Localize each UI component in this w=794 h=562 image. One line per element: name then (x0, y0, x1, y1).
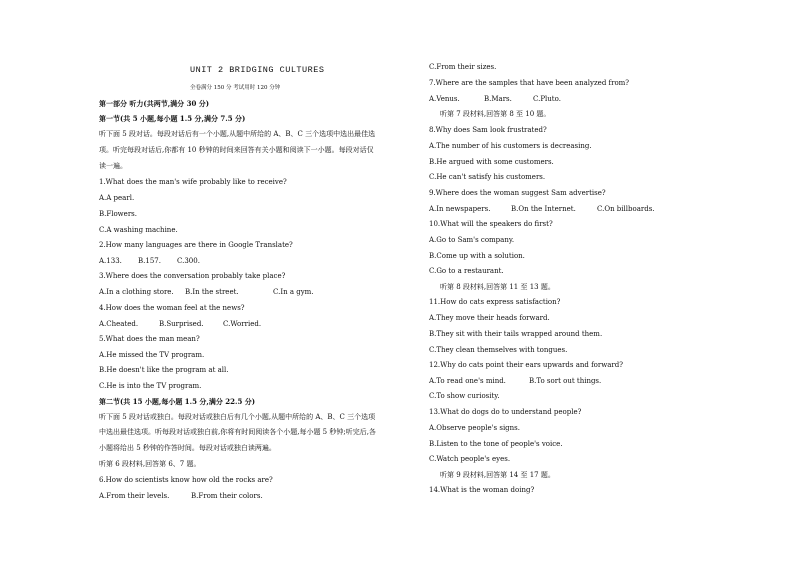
question-8: 8.Why does Sam look frustrated? (429, 126, 547, 134)
question-9-option-c: C.On billboards. (597, 205, 655, 213)
section2-heading: 第二节(共 15 小题,每小题 1.5 分,满分 22.5 分) (99, 397, 256, 406)
question-6: 6.How do scientists know how old the rocks are? (99, 476, 273, 484)
question-13-option-a: A.Observe people's signs. (429, 424, 520, 432)
question-2-option-b: B.157. (138, 257, 161, 265)
question-3: 3.Where does the conversation probably take place? (99, 272, 286, 280)
question-1-option-c: C.A washing machine. (99, 226, 178, 234)
question-11-option-c: C.They clean themselves with tongues. (429, 346, 568, 354)
section1-heading: 第一节(共 5 小题,每小题 1.5 分,满分 7.5 分) (99, 114, 246, 123)
question-5-option-a: A.He missed the TV program. (99, 351, 205, 359)
section2-instructions-line3: 小题将给出 5 秒钟的作答时间。每段对话或独白读两遍。 (99, 444, 276, 452)
question-12-option-a: A.To read one's mind. (429, 377, 506, 385)
question-7: 7.Where are the samples that have been analyzed from? (429, 79, 630, 87)
page-title: UNIT 2 BRIDGING CULTURES (190, 65, 325, 75)
question-7-option-c: C.Pluto. (533, 95, 561, 103)
question-1-option-a: A.A pearl. (99, 194, 135, 202)
question-7-option-b: B.Mars. (484, 95, 512, 103)
question-9-option-a: A.In newspapers. (429, 205, 491, 213)
question-8-option-b: B.He argued with some customers. (429, 158, 554, 166)
question-10-option-a: A.Go to Sam's company. (429, 236, 515, 244)
section1-instructions-line1: 听下面 5 段对话。每段对话后有一个小题,从题中所给的 A、B、C 三个选项中选出最佳选 (99, 130, 376, 138)
question-3-option-b: B.In the street. (185, 288, 239, 296)
material-6-heading: 听第 6 段材料,回答第 6、7 题。 (99, 460, 201, 468)
question-14: 14.What is the woman doing? (429, 486, 535, 494)
question-8-option-a: A.The number of his customers is decreasing. (429, 142, 592, 150)
question-13: 13.What do dogs do to understand people? (429, 408, 582, 416)
question-12-option-c: C.To show curiosity. (429, 392, 500, 400)
question-5: 5.What does the man mean? (99, 335, 200, 343)
question-11: 11.How do cats express satisfaction? (429, 298, 561, 306)
question-2-option-c: C.300. (177, 257, 200, 265)
question-10: 10.What will the speakers do first? (429, 220, 553, 228)
section2-instructions-line1: 听下面 5 段对话或独白。每段对话或独白后有几个小题,从题中所给的 A、B、C 三个选项 (99, 413, 376, 421)
question-4-option-a: A.Cheated. (99, 320, 139, 328)
question-7-option-a: A.Venus. (429, 95, 460, 103)
question-8-option-c: C.He can't satisfy his customers. (429, 173, 546, 181)
material-9-heading: 听第 9 段材料,回答第 14 至 17 题。 (440, 471, 555, 479)
question-2: 2.How many languages are there in Google Translate? (99, 241, 293, 249)
question-10-option-c: C.Go to a restaurant. (429, 267, 504, 275)
part1-heading: 第一部分 听力(共两节,满分 30 分) (99, 99, 210, 108)
page-subtitle: 全卷满分 150 分 考试用时 120 分钟 (190, 85, 281, 91)
question-9: 9.Where does the woman suggest Sam advertise? (429, 189, 606, 197)
section2-instructions-line2: 中选出最佳选项。听每段对话或独白前,你将有时间阅读各个小题,每小题 5 秒钟;听完后,各 (99, 428, 376, 436)
material-8-heading: 听第 8 段材料,回答第 11 至 13 题。 (440, 283, 555, 291)
question-13-option-b: B.Listen to the tone of people's voice. (429, 440, 563, 448)
question-5-option-b: B.He doesn't like the program at all. (99, 366, 229, 374)
question-4: 4.How does the woman feel at the news? (99, 304, 245, 312)
question-12: 12.Why do cats point their ears upwards and forward? (429, 361, 623, 369)
question-9-option-b: B.On the Internet. (511, 205, 576, 213)
question-5-option-c: C.He is into the TV program. (99, 382, 202, 390)
question-1: 1.What does the man's wife probably like to receive? (99, 178, 287, 186)
question-1-option-b: B.Flowers. (99, 210, 137, 218)
question-13-option-c: C.Watch people's eyes. (429, 455, 511, 463)
question-4-option-c: C.Worried. (223, 320, 262, 328)
question-10-option-b: B.Come up with a solution. (429, 252, 525, 260)
section1-instructions-line2: 项。听完每段对话后,你都有 10 秒钟的时间来回答有关小题和阅读下一小题。每段对话仅 (99, 146, 374, 154)
question-6-option-a: A.From their levels. (99, 492, 170, 500)
question-4-option-b: B.Surprised. (159, 320, 204, 328)
question-3-option-c: C.In a gym. (273, 288, 314, 296)
question-6-option-b: B.From their colors. (191, 492, 263, 500)
question-11-option-b: B.They sit with their tails wrapped around them. (429, 330, 603, 338)
section1-instructions-line3: 读一遍。 (99, 162, 127, 170)
question-3-option-a: A.In a clothing store. (99, 288, 174, 296)
question-2-option-a: A.133. (99, 257, 122, 265)
question-12-option-b: B.To sort out things. (529, 377, 602, 385)
material-7-heading: 听第 7 段材料,回答第 8 至 10 题。 (440, 110, 551, 118)
question-6-option-c: C.From their sizes. (429, 63, 497, 71)
question-11-option-a: A.They move their heads forward. (429, 314, 550, 322)
